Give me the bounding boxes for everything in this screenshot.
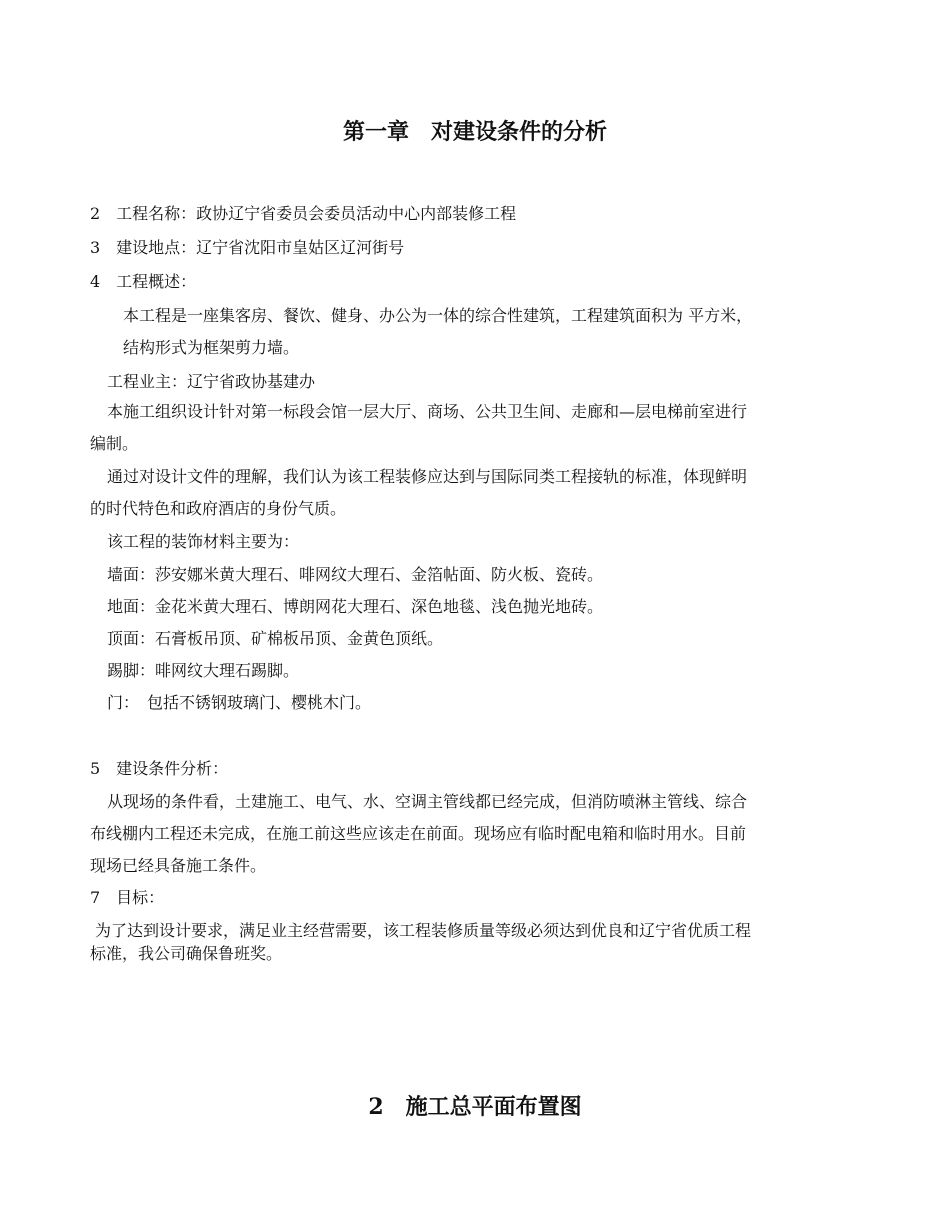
materials-walls: 墙面：莎安娜米黄大理石、啡网纹大理石、金箔帖面、防火板、瓷砖。 [107, 565, 604, 584]
intent-line1: 通过对设计文件的理解，我们认为该工程装修应达到与国际同类工程接轨的标准，体现鲜明 [107, 467, 748, 486]
construction-location: 3 建设地点：辽宁省沈阳市皇姑区辽河街号 [90, 238, 405, 257]
section-title: 2 施工总平面布置图 [368, 1094, 582, 1120]
overview-text-line2: 结构形式为框架剪力墙。 [123, 338, 300, 357]
goal-line1: 为了达到设计要求，满足业主经营需要，该工程装修质量等级必须达到优良和辽宁省优质工程 [95, 921, 752, 940]
materials-skirting: 踢脚：啡网纹大理石踢脚。 [107, 661, 300, 680]
materials-doors: 门： 包括不锈钢玻璃门、樱桃木门。 [107, 693, 372, 712]
analysis-heading: 5 建设条件分析： [90, 759, 229, 778]
chapter-title: 第一章 对建设条件的分析 [342, 119, 607, 145]
overview-heading: 4 工程概述： [90, 272, 197, 291]
analysis-line1: 从现场的条件看，土建施工、电气、水、空调主管线都已经完成，但消防喷淋主管线、综合 [107, 792, 748, 811]
intent-line2: 的时代特色和政府酒店的身份气质。 [90, 499, 347, 518]
project-name: 2 工程名称：政协辽宁省委员会委员活动中心内部装修工程 [90, 204, 517, 223]
goal-heading: 7 目标： [90, 888, 165, 907]
analysis-line2: 布线棚内工程还未完成，在施工前这些应该走在前面。现场应有临时配电箱和临时用水。目前 [90, 824, 747, 843]
overview-text-line1: 本工程是一座集客房、餐饮、健身、办公为一体的综合性建筑，工程建筑面积为 平方米， [123, 306, 753, 325]
goal-line2: 标准，我公司确保鲁班奖。 [90, 944, 283, 963]
analysis-line3: 现场已经具备施工条件。 [90, 856, 267, 875]
scope-line2: 编制。 [90, 434, 139, 453]
materials-intro: 该工程的装饰材料主要为： [107, 532, 300, 551]
materials-ceilings: 顶面：石膏板吊顶、矿棉板吊顶、金黄色顶纸。 [107, 629, 444, 648]
project-owner: 工程业主：辽宁省政协基建办 [107, 372, 316, 391]
materials-floors: 地面：金花米黄大理石、博朗网花大理石、深色地毯、浅色抛光地砖。 [107, 597, 604, 616]
scope-line1: 本施工组织设计针对第一标段会馆一层大厅、商场、公共卫生间、走廊和—层电梯前室进行 [107, 402, 748, 421]
